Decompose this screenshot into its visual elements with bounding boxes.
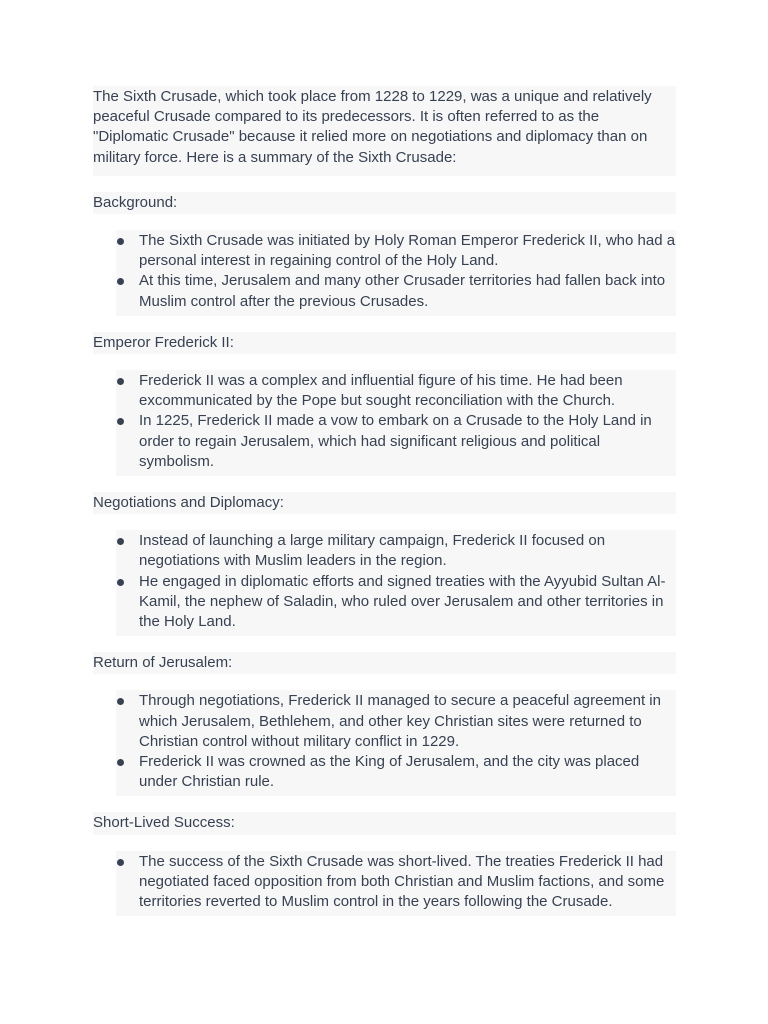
document-page	[93, 86, 676, 932]
list-item-text: At this time, Jerusalem and many other Crusader territories had fallen back into Muslim control after the previous Crusades.	[139, 272, 666, 310]
bullet-icon	[117, 278, 124, 285]
list-item	[116, 852, 676, 913]
section-list-return	[116, 690, 676, 796]
bullet-icon	[117, 698, 124, 705]
section-heading-emperor: Emperor Frederick II:	[93, 332, 676, 354]
list-item-text: He engaged in diplomatic efforts and signed treaties with the Ayyubid Sultan Al-Kamil, the nephew of Saladin, who ruled over Jerusalem and other territories in the Holy Land.	[139, 572, 666, 631]
list-item	[116, 572, 676, 633]
list-item	[116, 531, 676, 571]
section-list-short-lived	[116, 851, 676, 917]
list-item-text: Frederick II was a complex and influential figure of his time. He had been excommunicated by the Pope but sought reconciliation with the Church.	[139, 372, 623, 410]
list-item	[116, 231, 676, 271]
list-item	[116, 752, 676, 792]
section-heading-background: Background:	[93, 192, 676, 214]
list-item	[116, 691, 676, 752]
bullet-icon	[117, 418, 124, 425]
bullet-icon	[117, 238, 124, 245]
list-item-text: The Sixth Crusade was initiated by Holy Roman Emperor Frederick II, who had a personal interest in regaining control of the Holy Land.	[139, 232, 676, 270]
list-item-text: In 1225, Frederick II made a vow to embark on a Crusade to the Holy Land in order to regain Jerusalem, which had significant religious and political symbolism.	[139, 412, 652, 470]
list-item-text: Instead of launching a large military campaign, Frederick II focused on negotiations with Muslim leaders in the region.	[139, 532, 606, 570]
section-list-background	[116, 230, 676, 316]
list-item-text: Through negotiations, Frederick II managed to secure a peaceful agreement in which Jerusalem, Bethlehem, and other key Christian sites were returned to Christian control without military conflict in 1229.	[139, 692, 661, 750]
bullet-icon	[117, 759, 124, 766]
bullet-icon	[117, 378, 124, 385]
section-heading-return: Return of Jerusalem:	[93, 652, 676, 674]
list-item	[116, 371, 676, 411]
list-item-text: Frederick II was crowned as the King of Jerusalem, and the city was placed under Christian rule.	[139, 753, 640, 791]
intro-paragraph: The Sixth Crusade, which took place from 1228 to 1229, was a unique and relatively peaceful Crusade compared to its predecessors. It is often referred to as the "Diplomatic Crusade" because it relied more on negotiations and diplomacy than on military force. Here is a summary of the Sixth Crusade:	[93, 86, 676, 176]
section-list-emperor	[116, 370, 676, 476]
list-item	[116, 271, 676, 311]
list-item	[116, 411, 676, 472]
bullet-icon	[117, 579, 124, 586]
section-heading-negotiations: Negotiations and Diplomacy:	[93, 492, 676, 514]
list-item-text: The success of the Sixth Crusade was short-lived. The treaties Frederick II had negotiated faced opposition from both Christian and Muslim factions, and some territories reverted to Muslim control in the years following the Crusade.	[139, 852, 665, 911]
bullet-icon	[117, 859, 124, 866]
bullet-icon	[117, 538, 124, 545]
section-heading-short-lived: Short-Lived Success:	[93, 812, 676, 834]
section-list-negotiations	[116, 530, 676, 636]
